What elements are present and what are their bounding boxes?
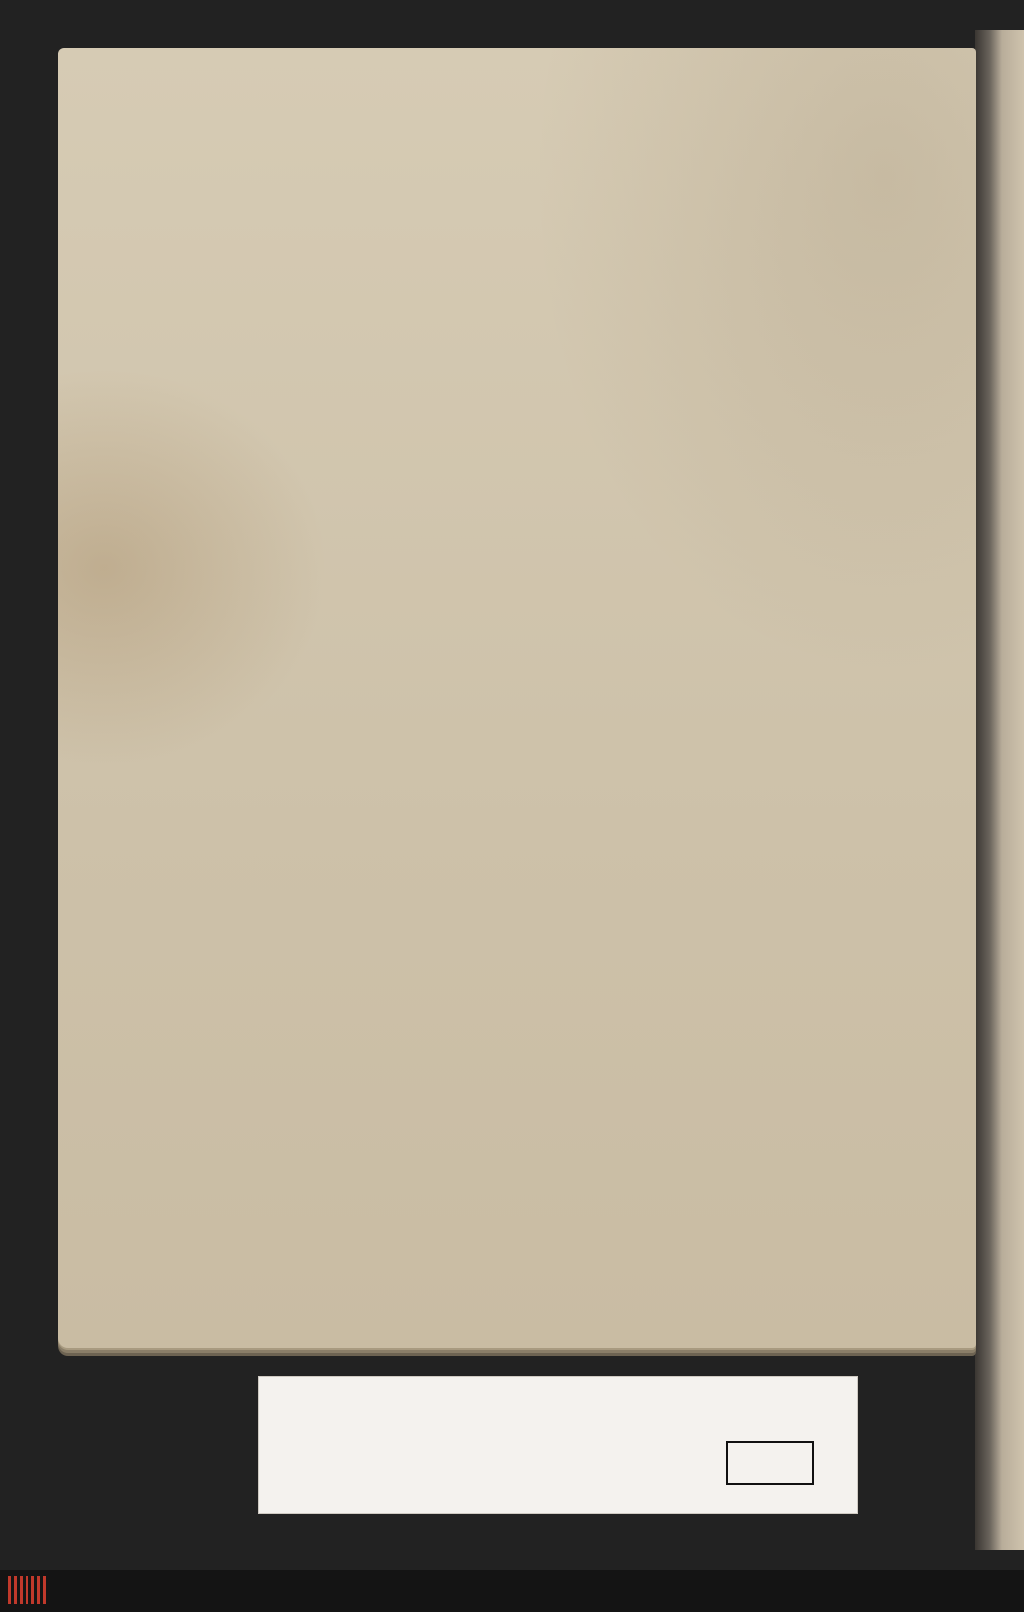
ruler-scale — [321, 1441, 591, 1481]
book-page — [58, 48, 976, 1348]
color-calibration-card — [258, 1376, 858, 1514]
book-edge — [975, 30, 1024, 1550]
gray-scale-swatches — [726, 1441, 814, 1485]
hab-logo-icon — [8, 1576, 46, 1604]
footer-bar — [0, 1570, 1024, 1612]
